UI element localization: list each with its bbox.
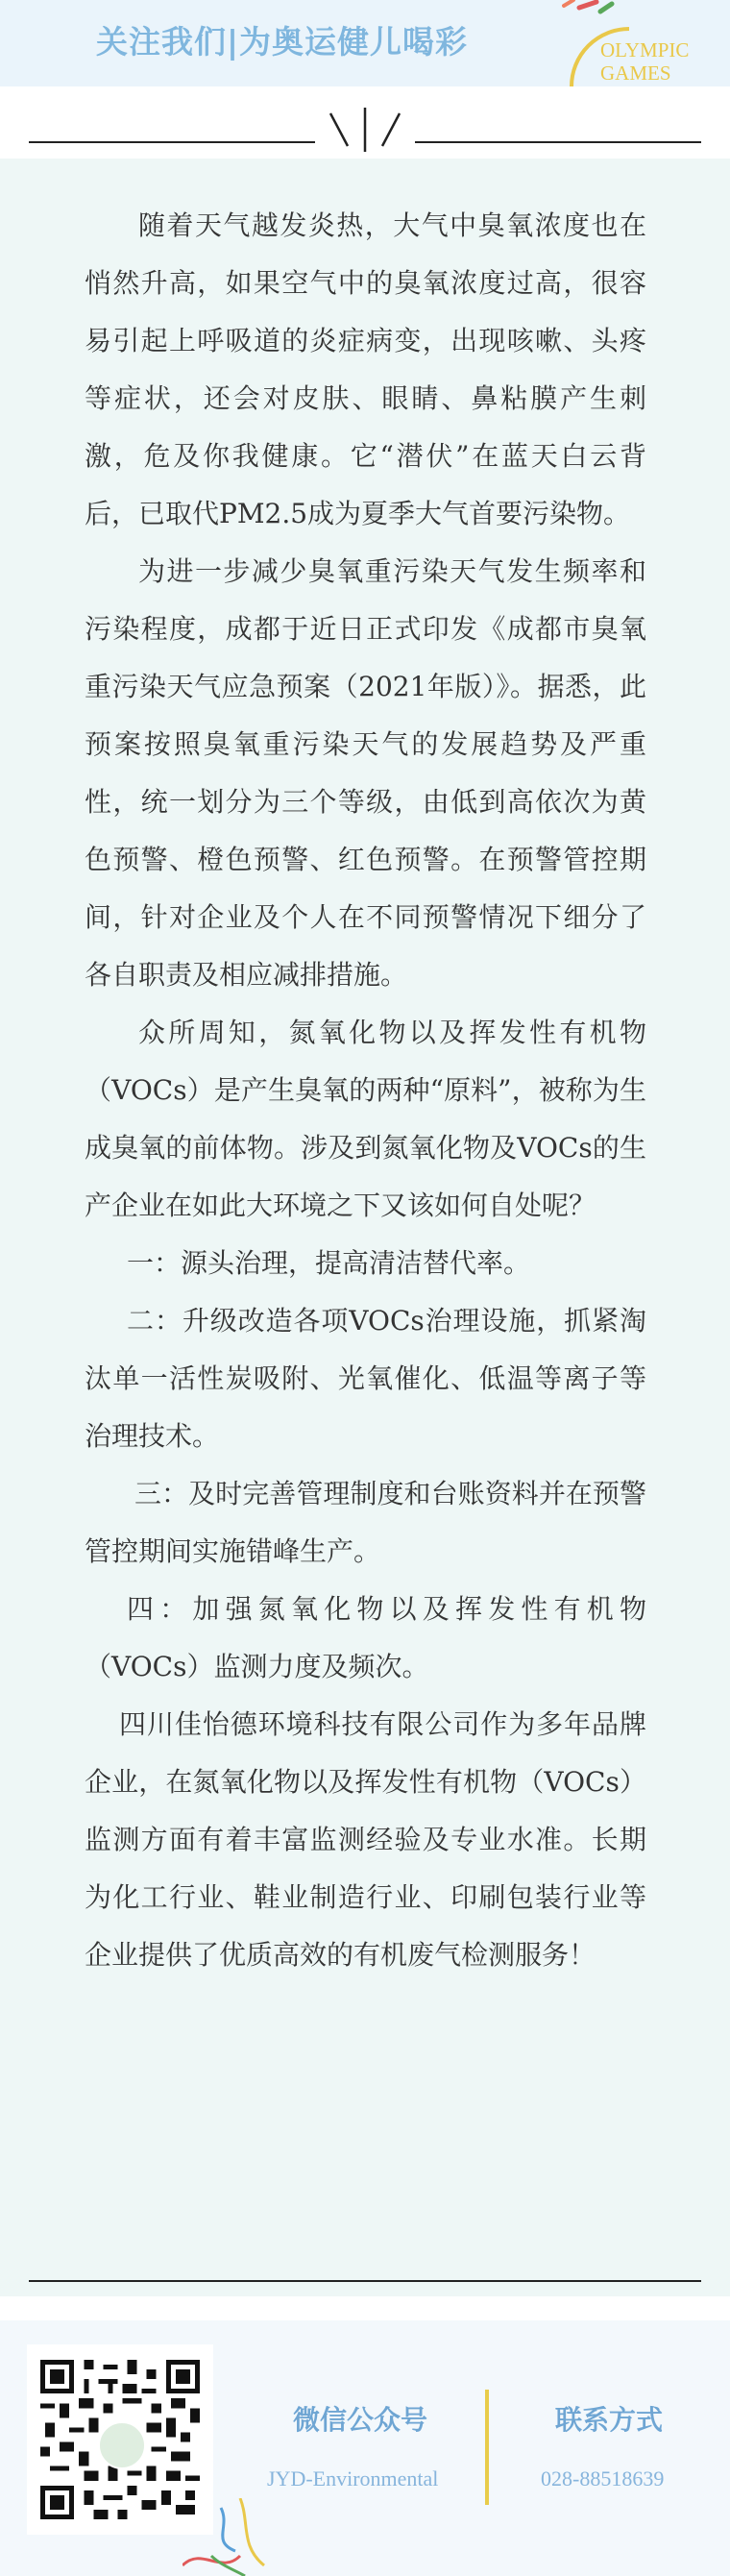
header-banner bbox=[0, 0, 730, 86]
divider-ornament-icon bbox=[325, 108, 405, 152]
olympic-games-logo-text: OLYMPIC GAMES bbox=[600, 38, 690, 85]
ribbon-decoration-icon bbox=[182, 2498, 279, 2576]
wechat-id: JYD-Environmental bbox=[267, 2466, 439, 2490]
measure-item-1: 一：源头治理，提高清洁替代率。 bbox=[127, 1247, 531, 1279]
measure-item-3: 三：及时完善管理制度和台账资料并在预警管控期间实施错峰生产。 bbox=[85, 1478, 646, 1567]
paragraph-intro: 随着天气越发炎热，大气中臭氧浓度也在悄然升高，如果空气中的臭氧浓度过高，很容易引起上呼吸道的炎症病变，出现咳嗽、头疼等症状，还会对皮肤、眼睛、鼻粘膜产生刺激，危及你我健康。它“潜伏”在蓝天白云背后，已取代PM2.5成为夏季大气首要污染物。 bbox=[85, 209, 646, 529]
divider-right bbox=[415, 141, 701, 143]
contact-label: 联系方式 bbox=[555, 2404, 664, 2436]
contact-phone[interactable]: 028-88518639 bbox=[541, 2466, 665, 2490]
paragraph-company: 四川佳怡德环境科技有限公司作为多年品牌企业，在氮氧化物以及挥发性有机物（VOCs）监测方面有着丰富监测经验及专业水准。长期为化工行业、鞋业制造行业、印刷包装行业等企业提供了优质高效的有机废气检测服务！ bbox=[85, 1708, 646, 1971]
divider-left bbox=[29, 141, 315, 143]
article-body bbox=[85, 197, 646, 1984]
company-logo-icon bbox=[98, 2421, 146, 2469]
measure-item-4: 四：加强氮氧化物以及挥发性有机物（VOCs）监测力度及频次。 bbox=[85, 1593, 646, 1682]
wechat-label: 微信公众号 bbox=[293, 2404, 428, 2436]
paragraph-policy: 为进一步减少臭氧重污染天气发生频率和污染程度，成都于近日正式印发《成都市臭氧重污染天气应急预案（2021年版）》。据悉，此预案按照臭氧重污染天气的发展趋势及严重性，统一划分为三个等级，由低到高依次为黄色预警、橙色预警、红色预警。在预警管控期间，针对企业及个人在不同预警情况下细分了各自职责及相应减排措施。 bbox=[85, 555, 646, 991]
footer-separator bbox=[485, 2390, 489, 2505]
header-title: 关注我们|为奥运健儿喝彩 bbox=[96, 23, 469, 61]
measure-item-2: 二：升级改造各项VOCs治理设施，抓紧淘汰单一活性炭吸附、光氧催化、低温等离子等治理技术。 bbox=[85, 1305, 646, 1452]
paragraph-precursors: 众所周知，氮氧化物以及挥发性有机物（VOCs）是产生臭氧的两种“原料”，被称为生成臭氧的前体物。涉及到氮氧化物及VOCs的生产企业在如此大环境之下又该如何自处呢？ bbox=[85, 1017, 646, 1221]
footer-divider bbox=[29, 2280, 701, 2282]
